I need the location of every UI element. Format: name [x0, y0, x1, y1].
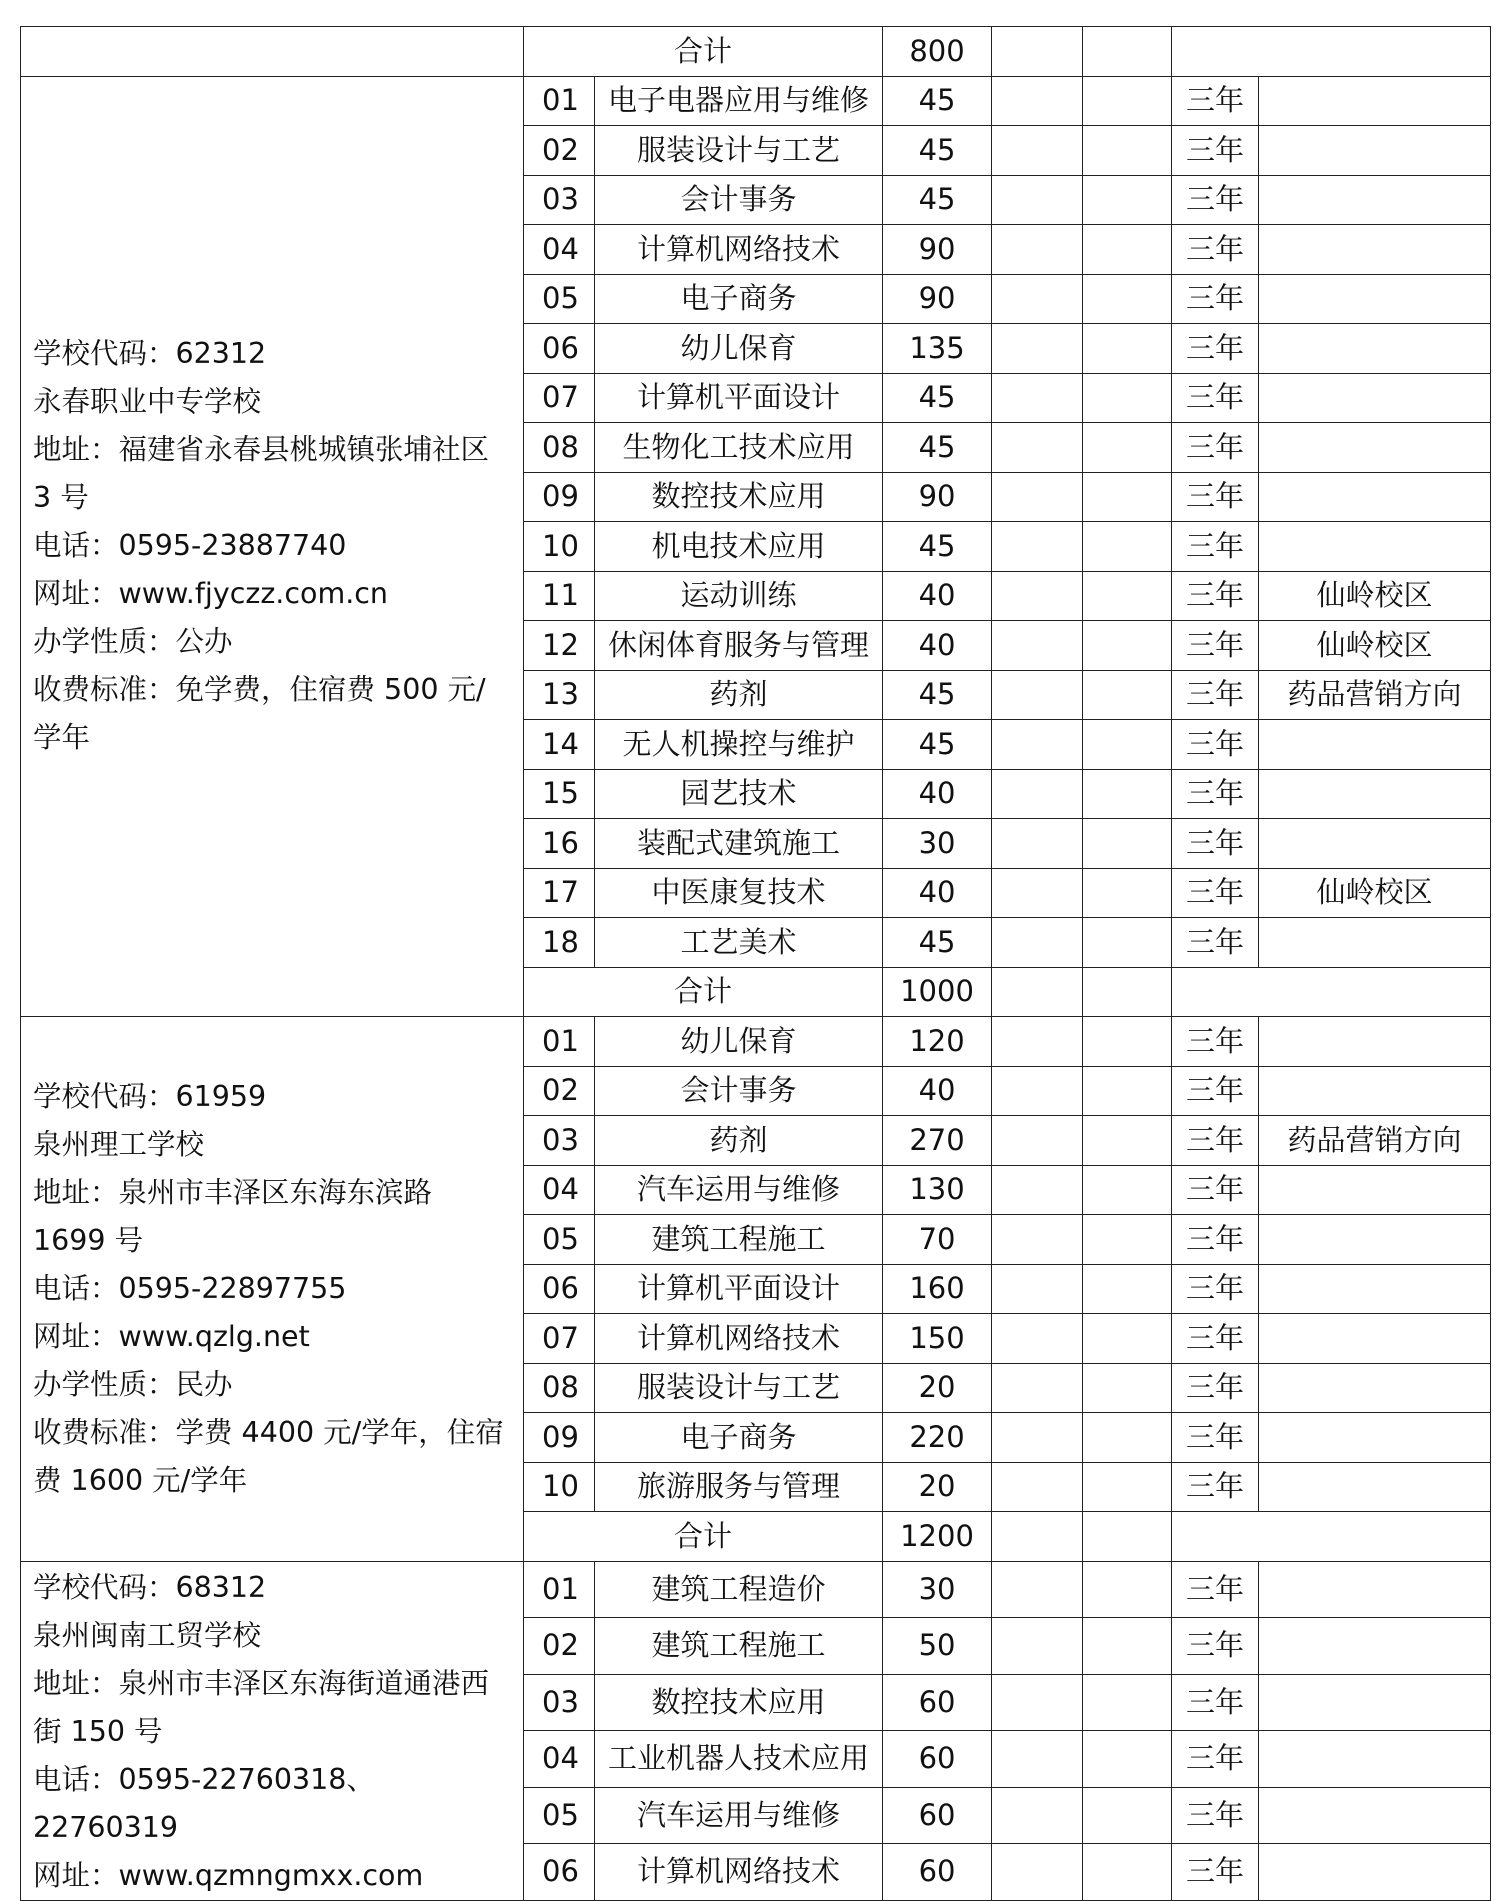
enrollment-plan-table-sheet — [20, 26, 1490, 1901]
plan-count-cell: 220 — [883, 1413, 992, 1463]
empty-cell — [1172, 967, 1491, 1017]
major-name-cell: 运动训练 — [595, 571, 883, 621]
empty-cell — [1172, 27, 1491, 77]
school-info-line: 办学性质：公办 — [33, 625, 233, 659]
major-name-cell: 机电技术应用 — [595, 522, 883, 572]
empty-cell — [992, 769, 1083, 819]
major-name-cell: 休闲体育服务与管理 — [595, 621, 883, 671]
major-code-cell: 10 — [524, 1462, 595, 1512]
major-name-cell: 建筑工程施工 — [595, 1618, 883, 1675]
duration-cell: 三年 — [1172, 522, 1259, 572]
school-info-line: 地址：福建省永春县桃城镇张埔社区 3 号 — [33, 433, 490, 515]
school-info-line: 办学性质：民办 — [33, 1367, 233, 1401]
major-name-cell: 工艺美术 — [595, 918, 883, 968]
note-cell — [1259, 1844, 1491, 1901]
duration-cell: 三年 — [1172, 1618, 1259, 1675]
empty-cell — [1083, 423, 1172, 473]
total-label: 合计 — [524, 1512, 883, 1562]
school-info-line: 学校代码：68312 — [33, 1570, 267, 1604]
major-name-cell: 计算机平面设计 — [595, 373, 883, 423]
school-info-line: 网址：www.fjyczz.com.cn — [33, 577, 388, 611]
duration-cell: 三年 — [1172, 621, 1259, 671]
plan-count-cell: 60 — [883, 1844, 992, 1901]
major-name-cell: 中医康复技术 — [595, 868, 883, 918]
plan-count-cell: 130 — [883, 1165, 992, 1215]
major-name-cell: 汽车运用与维修 — [595, 1165, 883, 1215]
empty-cell — [992, 522, 1083, 572]
empty-cell — [1083, 819, 1172, 869]
major-code-cell: 09 — [524, 472, 595, 522]
duration-cell: 三年 — [1172, 1165, 1259, 1215]
major-name-cell: 无人机操控与维护 — [595, 720, 883, 770]
major-name-cell: 服装设计与工艺 — [595, 126, 883, 176]
note-cell — [1259, 522, 1491, 572]
note-cell — [1259, 1731, 1491, 1788]
note-cell — [1259, 819, 1491, 869]
table-row — [21, 1561, 1491, 1618]
school-info-line: 学校代码：61959 — [33, 1079, 267, 1113]
school-info-line: 学校代码：62312 — [33, 337, 267, 371]
empty-cell — [992, 1314, 1083, 1364]
school-info-line: 电话：0595-23887740 — [33, 529, 347, 563]
major-code-cell: 11 — [524, 571, 595, 621]
note-cell — [1259, 1017, 1491, 1067]
note-cell — [1259, 1674, 1491, 1731]
plan-count-cell: 40 — [883, 1066, 992, 1116]
note-cell — [1259, 1618, 1491, 1675]
empty-cell — [1083, 621, 1172, 671]
plan-count-cell: 135 — [883, 324, 992, 374]
plan-count-cell: 90 — [883, 274, 992, 324]
note-cell: 仙岭校区 — [1259, 571, 1491, 621]
school-info-line: 泉州理工学校 — [33, 1127, 205, 1161]
plan-count-cell: 270 — [883, 1116, 992, 1166]
major-code-cell: 03 — [524, 1116, 595, 1166]
major-name-cell: 旅游服务与管理 — [595, 1462, 883, 1512]
total-value: 1000 — [883, 967, 992, 1017]
note-cell — [1259, 225, 1491, 275]
empty-cell — [1083, 126, 1172, 176]
major-name-cell: 计算机网络技术 — [595, 1314, 883, 1364]
duration-cell: 三年 — [1172, 1017, 1259, 1067]
duration-cell: 三年 — [1172, 720, 1259, 770]
plan-count-cell: 90 — [883, 225, 992, 275]
empty-cell — [992, 1618, 1083, 1675]
major-code-cell: 04 — [524, 225, 595, 275]
major-code-cell: 05 — [524, 1215, 595, 1265]
major-code-cell: 02 — [524, 126, 595, 176]
empty-cell — [1083, 175, 1172, 225]
duration-cell: 三年 — [1172, 1731, 1259, 1788]
major-name-cell: 数控技术应用 — [595, 1674, 883, 1731]
major-code-cell: 17 — [524, 868, 595, 918]
plan-count-cell: 45 — [883, 423, 992, 473]
duration-cell: 三年 — [1172, 324, 1259, 374]
major-name-cell: 会计事务 — [595, 1066, 883, 1116]
note-cell — [1259, 373, 1491, 423]
note-cell: 仙岭校区 — [1259, 868, 1491, 918]
major-code-cell: 05 — [524, 274, 595, 324]
empty-cell — [1083, 769, 1172, 819]
duration-cell: 三年 — [1172, 126, 1259, 176]
empty-cell — [1083, 1787, 1172, 1844]
major-code-cell: 03 — [524, 175, 595, 225]
duration-cell: 三年 — [1172, 472, 1259, 522]
duration-cell: 三年 — [1172, 373, 1259, 423]
empty-cell — [992, 1116, 1083, 1166]
empty-cell — [992, 76, 1083, 126]
plan-count-cell: 45 — [883, 76, 992, 126]
major-name-cell: 计算机网络技术 — [595, 225, 883, 275]
note-cell — [1259, 720, 1491, 770]
empty-cell — [992, 27, 1083, 77]
empty-cell — [1083, 670, 1172, 720]
plan-count-cell: 70 — [883, 1215, 992, 1265]
major-name-cell: 建筑工程施工 — [595, 1215, 883, 1265]
note-cell: 仙岭校区 — [1259, 621, 1491, 671]
table-row — [21, 1017, 1491, 1067]
plan-count-cell: 60 — [883, 1674, 992, 1731]
major-code-cell: 04 — [524, 1731, 595, 1788]
note-cell — [1259, 1165, 1491, 1215]
major-code-cell: 14 — [524, 720, 595, 770]
note-cell — [1259, 324, 1491, 374]
major-name-cell: 药剂 — [595, 670, 883, 720]
empty-cell — [992, 621, 1083, 671]
note-cell — [1259, 1066, 1491, 1116]
note-cell — [1259, 769, 1491, 819]
duration-cell: 三年 — [1172, 175, 1259, 225]
note-cell — [1259, 1561, 1491, 1618]
note-cell — [1259, 1462, 1491, 1512]
empty-cell — [992, 126, 1083, 176]
major-name-cell: 园艺技术 — [595, 769, 883, 819]
school-info-line: 网址：www.qzlg.net — [33, 1319, 310, 1353]
empty-cell — [992, 720, 1083, 770]
major-name-cell: 电子电器应用与维修 — [595, 76, 883, 126]
major-name-cell: 电子商务 — [595, 1413, 883, 1463]
duration-cell: 三年 — [1172, 819, 1259, 869]
major-name-cell: 幼儿保育 — [595, 324, 883, 374]
major-code-cell: 07 — [524, 1314, 595, 1364]
duration-cell: 三年 — [1172, 76, 1259, 126]
empty-cell — [1083, 472, 1172, 522]
school-info-line: 地址：泉州市丰泽区东海街道通港西街 150 号 — [33, 1666, 490, 1748]
empty-cell — [992, 571, 1083, 621]
duration-cell: 三年 — [1172, 1787, 1259, 1844]
total-value: 1200 — [883, 1512, 992, 1562]
major-code-cell: 07 — [524, 373, 595, 423]
major-code-cell: 16 — [524, 819, 595, 869]
major-code-cell: 15 — [524, 769, 595, 819]
plan-count-cell: 30 — [883, 819, 992, 869]
major-name-cell: 工业机器人技术应用 — [595, 1731, 883, 1788]
major-code-cell: 01 — [524, 1561, 595, 1618]
major-code-cell: 01 — [524, 76, 595, 126]
duration-cell: 三年 — [1172, 1674, 1259, 1731]
empty-cell — [992, 1066, 1083, 1116]
plan-count-cell: 45 — [883, 670, 992, 720]
major-name-cell: 装配式建筑施工 — [595, 819, 883, 869]
major-code-cell: 09 — [524, 1413, 595, 1463]
major-code-cell: 04 — [524, 1165, 595, 1215]
major-code-cell: 13 — [524, 670, 595, 720]
school-info-line: 永春职业中专学校 — [33, 385, 262, 419]
empty-cell — [1083, 324, 1172, 374]
major-code-cell: 06 — [524, 324, 595, 374]
empty-cell — [992, 472, 1083, 522]
note-cell — [1259, 1787, 1491, 1844]
empty-cell — [1083, 1618, 1172, 1675]
duration-cell: 三年 — [1172, 670, 1259, 720]
plan-count-cell: 90 — [883, 472, 992, 522]
empty-cell — [1083, 522, 1172, 572]
major-code-cell: 01 — [524, 1017, 595, 1067]
major-name-cell: 计算机网络技术 — [595, 1844, 883, 1901]
note-cell — [1259, 1413, 1491, 1463]
plan-count-cell: 30 — [883, 1561, 992, 1618]
duration-cell: 三年 — [1172, 1066, 1259, 1116]
plan-count-cell: 60 — [883, 1787, 992, 1844]
empty-cell — [1083, 1561, 1172, 1618]
note-cell — [1259, 1264, 1491, 1314]
major-name-cell: 建筑工程造价 — [595, 1561, 883, 1618]
empty-cell — [992, 1017, 1083, 1067]
plan-count-cell: 45 — [883, 918, 992, 968]
plan-count-cell: 160 — [883, 1264, 992, 1314]
major-code-cell: 02 — [524, 1066, 595, 1116]
note-cell — [1259, 274, 1491, 324]
plan-count-cell: 40 — [883, 571, 992, 621]
empty-cell — [1083, 1017, 1172, 1067]
school-info-cell — [21, 1017, 524, 1562]
empty-cell — [1083, 918, 1172, 968]
plan-count-cell: 45 — [883, 373, 992, 423]
empty-cell — [992, 1512, 1083, 1562]
note-cell — [1259, 126, 1491, 176]
major-code-cell: 06 — [524, 1844, 595, 1901]
empty-cell — [1083, 1363, 1172, 1413]
empty-cell — [992, 967, 1083, 1017]
major-code-cell: 10 — [524, 522, 595, 572]
plan-count-cell: 45 — [883, 522, 992, 572]
major-name-cell: 生物化工技术应用 — [595, 423, 883, 473]
note-cell — [1259, 1314, 1491, 1364]
empty-cell — [1083, 1844, 1172, 1901]
note-cell — [1259, 1363, 1491, 1413]
total-label: 合计 — [524, 27, 883, 77]
plan-count-cell: 45 — [883, 175, 992, 225]
note-cell: 药品营销方向 — [1259, 670, 1491, 720]
note-cell — [1259, 918, 1491, 968]
duration-cell: 三年 — [1172, 225, 1259, 275]
total-label: 合计 — [524, 967, 883, 1017]
empty-cell — [992, 1462, 1083, 1512]
major-name-cell: 药剂 — [595, 1116, 883, 1166]
empty-cell — [992, 819, 1083, 869]
empty-cell — [992, 423, 1083, 473]
empty-cell — [1172, 1512, 1491, 1562]
major-code-cell: 08 — [524, 423, 595, 473]
major-code-cell: 08 — [524, 1363, 595, 1413]
empty-cell — [992, 1674, 1083, 1731]
duration-cell: 三年 — [1172, 868, 1259, 918]
major-code-cell: 12 — [524, 621, 595, 671]
empty-cell — [992, 1165, 1083, 1215]
school-info-line: 网址：www.qzmngmxx.com — [33, 1858, 424, 1892]
note-cell — [1259, 76, 1491, 126]
empty-cell — [992, 1561, 1083, 1618]
empty-cell — [1083, 373, 1172, 423]
empty-cell — [1083, 1116, 1172, 1166]
empty-cell — [1083, 1314, 1172, 1364]
plan-count-cell: 50 — [883, 1618, 992, 1675]
school-info-line: 泉州闽南工贸学校 — [33, 1618, 262, 1652]
major-code-cell: 05 — [524, 1787, 595, 1844]
empty-info-cell — [21, 27, 524, 77]
major-code-cell: 02 — [524, 1618, 595, 1675]
school-info-line: 收费标准：学费 4400 元/学年，住宿费 1600 元/学年 — [33, 1415, 504, 1497]
major-name-cell: 会计事务 — [595, 175, 883, 225]
total-value: 800 — [883, 27, 992, 77]
major-name-cell: 汽车运用与维修 — [595, 1787, 883, 1844]
duration-cell: 三年 — [1172, 1413, 1259, 1463]
plan-count-cell: 150 — [883, 1314, 992, 1364]
enrollment-plan-table — [20, 26, 1491, 1901]
duration-cell: 三年 — [1172, 1844, 1259, 1901]
empty-cell — [992, 918, 1083, 968]
empty-cell — [1083, 1264, 1172, 1314]
school-info-cell — [21, 1561, 524, 1900]
plan-count-cell: 20 — [883, 1363, 992, 1413]
empty-cell — [1083, 1215, 1172, 1265]
empty-cell — [1083, 274, 1172, 324]
note-cell — [1259, 472, 1491, 522]
school-info-line: 收费标准：免学费，住宿费 500 元/学年 — [33, 673, 486, 755]
school-info-line: 电话：0595-22897755 — [33, 1271, 347, 1305]
empty-cell — [992, 1413, 1083, 1463]
major-name-cell: 电子商务 — [595, 274, 883, 324]
empty-cell — [992, 225, 1083, 275]
empty-cell — [992, 1363, 1083, 1413]
school-info-cell — [21, 76, 524, 1017]
school-info-line: 电话：0595-22760318、22760319 — [33, 1762, 375, 1844]
duration-cell: 三年 — [1172, 769, 1259, 819]
duration-cell: 三年 — [1172, 1314, 1259, 1364]
table-row — [21, 76, 1491, 126]
duration-cell: 三年 — [1172, 571, 1259, 621]
empty-cell — [1083, 1413, 1172, 1463]
major-code-cell: 06 — [524, 1264, 595, 1314]
empty-cell — [992, 175, 1083, 225]
plan-count-cell: 45 — [883, 720, 992, 770]
empty-cell — [992, 1264, 1083, 1314]
plan-count-cell: 120 — [883, 1017, 992, 1067]
duration-cell: 三年 — [1172, 423, 1259, 473]
empty-cell — [1083, 1066, 1172, 1116]
duration-cell: 三年 — [1172, 1215, 1259, 1265]
major-code-cell: 03 — [524, 1674, 595, 1731]
major-name-cell: 计算机平面设计 — [595, 1264, 883, 1314]
empty-cell — [992, 670, 1083, 720]
major-name-cell: 数控技术应用 — [595, 472, 883, 522]
table-body — [21, 27, 1491, 1901]
duration-cell: 三年 — [1172, 274, 1259, 324]
empty-cell — [992, 1215, 1083, 1265]
empty-cell — [992, 274, 1083, 324]
note-cell: 药品营销方向 — [1259, 1116, 1491, 1166]
duration-cell: 三年 — [1172, 1116, 1259, 1166]
duration-cell: 三年 — [1172, 1264, 1259, 1314]
empty-cell — [992, 1787, 1083, 1844]
plan-count-cell: 40 — [883, 621, 992, 671]
major-name-cell: 服装设计与工艺 — [595, 1363, 883, 1413]
top-total-row — [21, 27, 1491, 77]
note-cell — [1259, 1215, 1491, 1265]
note-cell — [1259, 423, 1491, 473]
empty-cell — [992, 1844, 1083, 1901]
note-cell — [1259, 175, 1491, 225]
major-code-cell: 18 — [524, 918, 595, 968]
empty-cell — [1083, 76, 1172, 126]
empty-cell — [992, 868, 1083, 918]
plan-count-cell: 45 — [883, 126, 992, 176]
plan-count-cell: 20 — [883, 1462, 992, 1512]
duration-cell: 三年 — [1172, 1561, 1259, 1618]
empty-cell — [1083, 1674, 1172, 1731]
duration-cell: 三年 — [1172, 1363, 1259, 1413]
empty-cell — [1083, 1165, 1172, 1215]
empty-cell — [1083, 1731, 1172, 1788]
plan-count-cell: 60 — [883, 1731, 992, 1788]
empty-cell — [992, 373, 1083, 423]
duration-cell: 三年 — [1172, 1462, 1259, 1512]
empty-cell — [1083, 1512, 1172, 1562]
duration-cell: 三年 — [1172, 918, 1259, 968]
school-info-line: 地址：泉州市丰泽区东海东滨路 1699 号 — [33, 1175, 433, 1257]
empty-cell — [1083, 571, 1172, 621]
empty-cell — [992, 1731, 1083, 1788]
empty-cell — [1083, 868, 1172, 918]
empty-cell — [1083, 967, 1172, 1017]
empty-cell — [1083, 720, 1172, 770]
plan-count-cell: 40 — [883, 769, 992, 819]
empty-cell — [1083, 1462, 1172, 1512]
empty-cell — [1083, 225, 1172, 275]
major-name-cell: 幼儿保育 — [595, 1017, 883, 1067]
plan-count-cell: 40 — [883, 868, 992, 918]
empty-cell — [1083, 27, 1172, 77]
empty-cell — [992, 324, 1083, 374]
